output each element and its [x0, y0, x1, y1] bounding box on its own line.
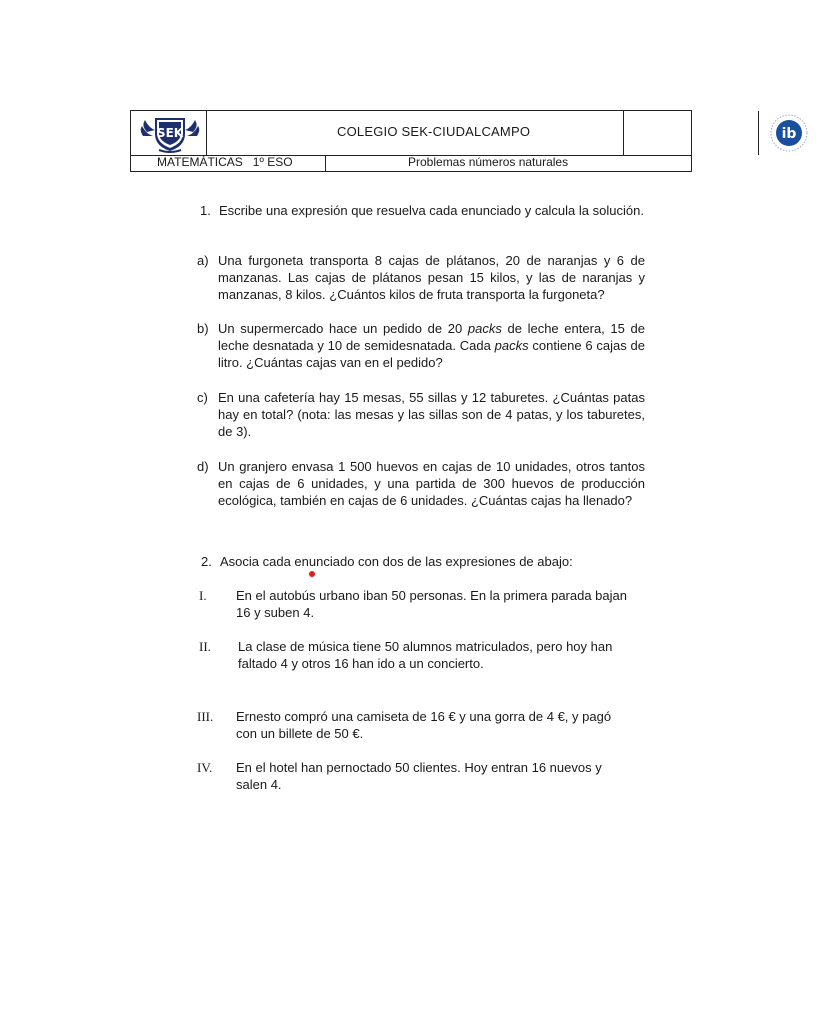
q1-item-a-label: a) [197, 253, 209, 268]
q1-statement: Escribe una expresión que resuelva cada enunciado y calcula la solución. [219, 203, 644, 218]
q1-item-b-label: b) [197, 321, 209, 336]
q1-item-c-text: En una cafetería hay 15 mesas, 55 sillas y 12 taburetes. ¿Cuántas patas hay en total? (nota: las mesas y las sillas son de 4 patas, y los taburetes, de 3). [218, 390, 645, 439]
q2-item-2-text: La clase de música tiene 50 alumnos matriculados, pero hoy han faltado 4 y otros 16 han ido a un concierto. [238, 639, 613, 671]
header-row-top [131, 111, 797, 156]
empty-header-cell [624, 111, 758, 155]
q2-item-1-label: I. [199, 588, 207, 603]
q1-item-d-text: Un granjero envasa 1 500 huevos en cajas de 10 unidades, otros tantos en cajas de 6 unidades, y una partida de 300 huevos de producción ecológica, también en cajas de 6 unidades. ¿Cuántas cajas ha llenado? [218, 459, 645, 508]
q1-item-a-text: Una furgoneta transporta 8 cajas de plátanos, 20 de naranjas y 6 de manzanas. Las cajas de plátanos pesan 15 kilos, y las de naranjas y manzanas, 8 kilos. ¿Cuántos kilos de fruta transporta la furgoneta? [218, 253, 645, 302]
svg-text:ib: ib [781, 126, 797, 142]
school-name: COLEGIO SEK-CIUDALCAMPO [337, 124, 531, 139]
header-row-bottom [131, 155, 691, 171]
q1-number: 1. [200, 203, 211, 218]
sek-crest-logo-icon [137, 112, 203, 154]
q2-item-3-label: III. [197, 709, 214, 724]
q2-number: 2. [201, 554, 212, 569]
q1-item-b-text: Un supermercado hace un pedido de 20 packs de leche entera, 15 de leche desnatada y 10 de semidesnatada. Cada packs contiene 6 cajas de litro. ¿Cuántas cajas van en el pedido? [218, 321, 645, 370]
q1-item-c-label: c) [197, 390, 208, 405]
subject-cell [131, 155, 326, 171]
subject-grade: MATEMÁTICAS 1º ESO [157, 155, 293, 169]
ib-logo-cell [758, 111, 820, 155]
worksheet-topic: Problemas números naturales [408, 155, 569, 169]
q2-item-3-text: Ernesto compró una camiseta de 16 € y una gorra de 4 €, y pagó con un billete de 50 €. [236, 709, 612, 741]
q2-statement: Asocia cada enunciado con dos de las expresiones de abajo: [220, 554, 573, 569]
sek-logo-cell [131, 111, 207, 155]
school-name-cell [207, 111, 624, 155]
q2-item-4-label: IV. [197, 760, 213, 775]
q2-item-1-text: En el autobús urbano iban 50 personas. En la primera parada bajan 16 y suben 4. [236, 588, 627, 620]
q1-item-d-label: d) [197, 459, 209, 474]
q2-item-2-label: II. [199, 639, 211, 654]
header-table [130, 110, 797, 172]
svg-text:SEK: SEK [156, 126, 184, 140]
ib-world-school-logo-icon [766, 113, 812, 153]
annotation-dot [309, 571, 315, 577]
q2-item-4-text: En el hotel han pernoctado 50 clientes. Hoy entran 16 nuevos y salen 4. [236, 760, 602, 792]
topic-cell [326, 155, 691, 171]
